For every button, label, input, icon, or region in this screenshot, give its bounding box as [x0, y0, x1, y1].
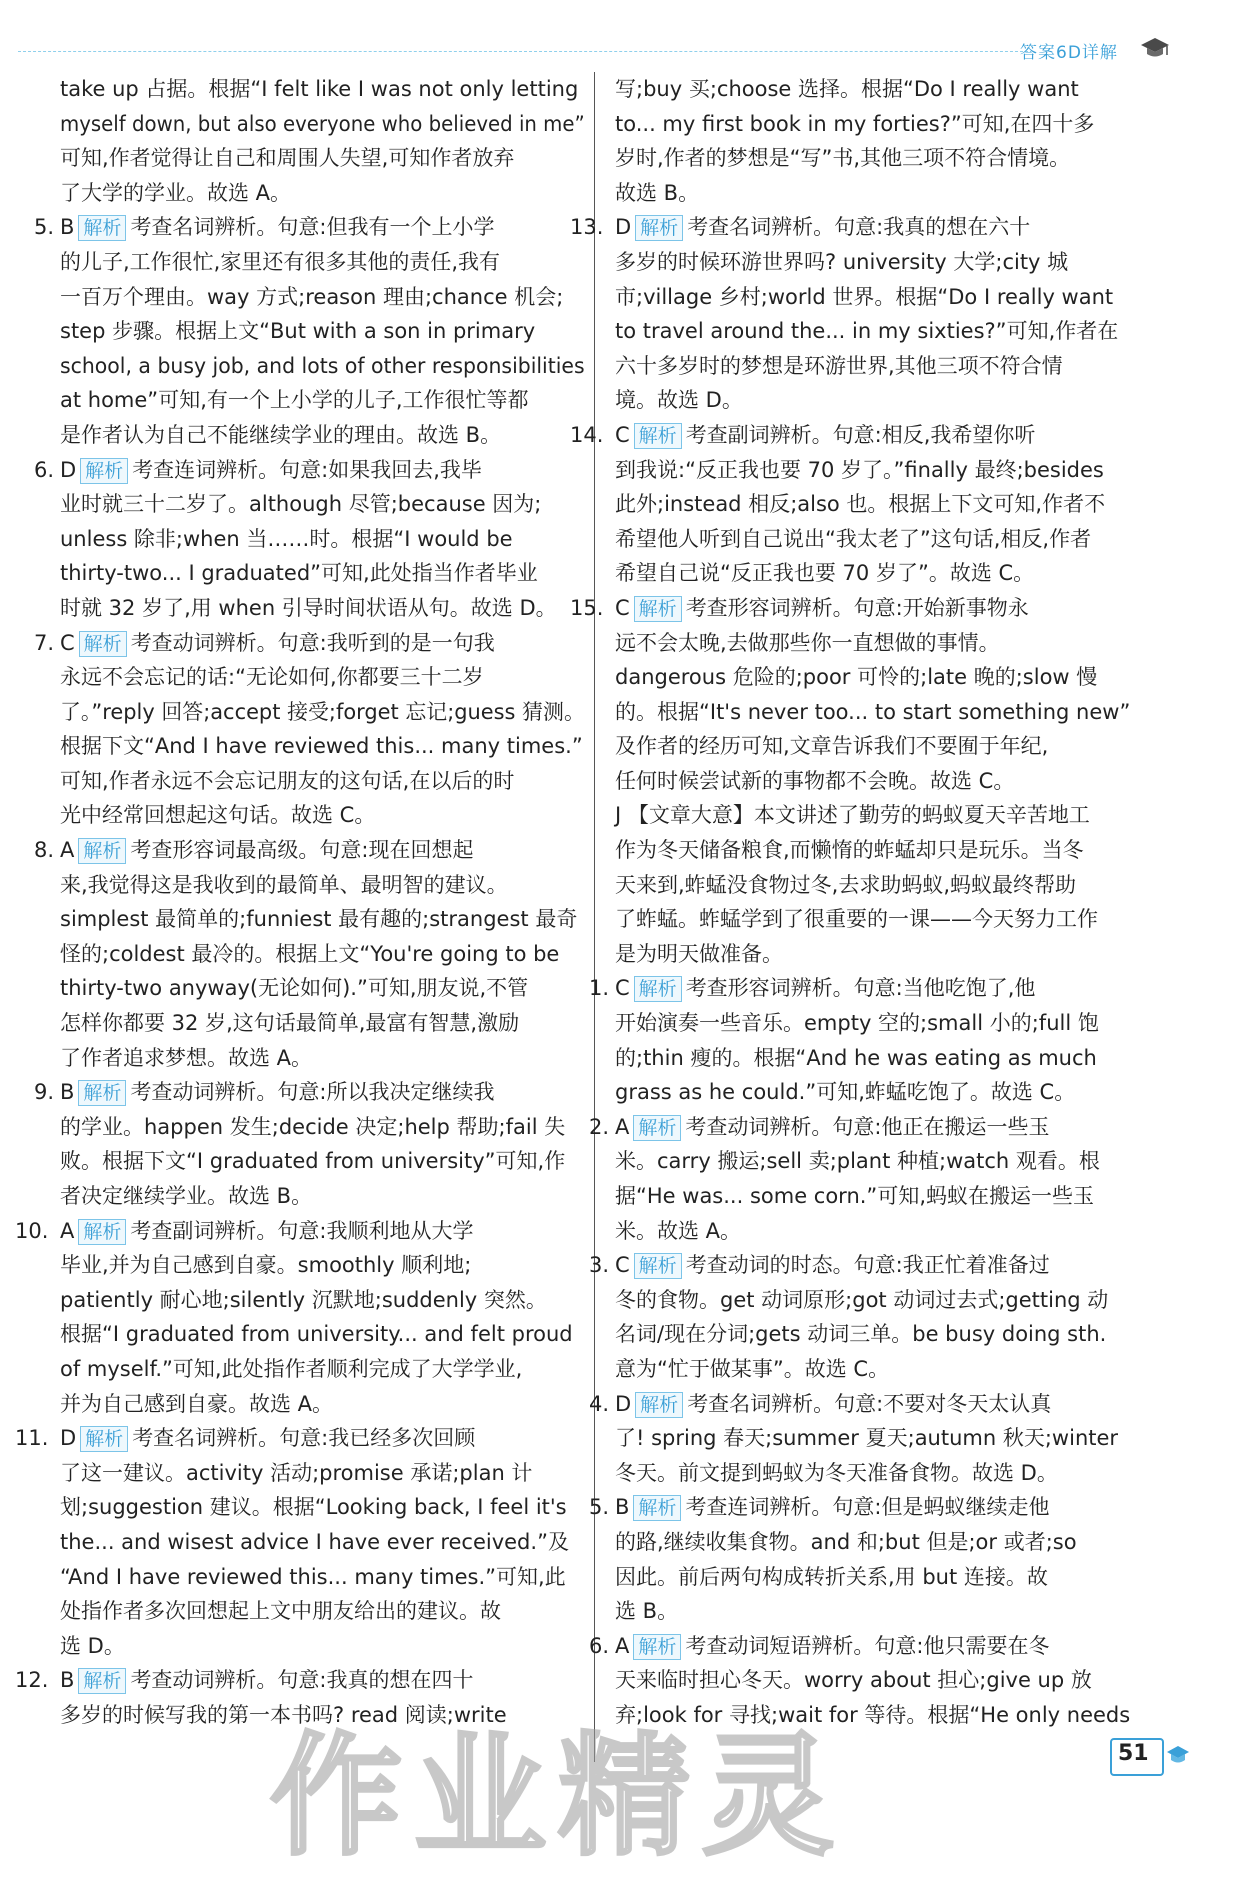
- line-text: 希望他人听到自己说出“我太老了”这句话,相反,作者: [615, 526, 1092, 551]
- line-text: 多岁的时候写我的第一本书吗? read 阅读;write: [60, 1702, 507, 1727]
- line-text: 到我说:“反正我也要 70 岁了。”finally 最终;besides: [615, 457, 1104, 482]
- line-text: 的。根据“It's never too... to start something new”: [615, 699, 1131, 724]
- text-line: [60, 383, 585, 418]
- text-line: [615, 245, 1140, 280]
- text-line: [60, 1144, 585, 1179]
- line-text: 的学业。happen 发生;decide 决定;help 帮助;fail 失: [60, 1114, 566, 1139]
- text-line: [615, 1006, 1140, 1041]
- text-line: [615, 764, 1140, 799]
- answer-item-start: [589, 971, 1140, 1006]
- right-column: [570, 72, 1140, 1733]
- line-text: 选 B。: [615, 1599, 679, 1624]
- line-text: simplest 最简单的;funniest 最有趣的;strangest 最奇: [60, 907, 578, 932]
- answer-item-start: [589, 1248, 1140, 1283]
- item-number: 6.: [34, 457, 55, 482]
- analysis-tag: 解析: [635, 215, 683, 241]
- text-line: [60, 591, 585, 626]
- line-text: 天来到,蚱蜢没食物过冬,去求助蚂蚁,蚂蚁最终帮助: [615, 872, 1077, 897]
- text-line: [60, 1456, 585, 1491]
- line-text: 冬天。前文提到蚂蚁为冬天准备食物。故选 D。: [615, 1460, 1058, 1485]
- answer-letter: A: [60, 1218, 75, 1243]
- answer-letter: A: [615, 1633, 630, 1658]
- answer-letter: C: [615, 976, 630, 1001]
- text-line: [615, 1317, 1140, 1352]
- item-number: 5.: [34, 215, 55, 240]
- graduation-cap-icon: [1166, 1744, 1190, 1766]
- line-text: 的儿子,工作很忙,家里还有很多其他的责任,我有: [60, 249, 501, 274]
- line-text: 是作者认为自己不能继续学业的理由。故选 B。: [60, 422, 502, 447]
- text-line: [60, 349, 585, 384]
- text-line: [60, 418, 585, 453]
- answer-letter: C: [615, 595, 630, 620]
- line-text: 可知,作者永远不会忘记朋友的这句话,在以后的时: [60, 768, 515, 793]
- text-line: [615, 1560, 1140, 1595]
- line-text: 考查动词辨析。句意:我听到的是一句我: [130, 630, 495, 655]
- line-text: 怎样你都要 32 岁,这句话最简单,最富有智慧,激励: [60, 1011, 520, 1036]
- text-line: [615, 1525, 1140, 1560]
- text-line: [60, 176, 585, 211]
- line-text: take up 占据。根据“I felt like I was not only letting: [60, 77, 579, 101]
- item-number: 7.: [34, 630, 55, 655]
- text-line: [615, 729, 1140, 764]
- line-text: 考查连词辨析。句意:但是蚂蚁继续走他: [685, 1495, 1050, 1520]
- answer-letter: B: [615, 1495, 630, 1520]
- text-line: [615, 1283, 1140, 1318]
- text-line: [60, 245, 585, 280]
- line-text: 作为冬天储备粮食,而懒惰的蚱蜢却只是玩乐。当冬: [615, 838, 1084, 863]
- line-text: 六十多岁时的梦想是环游世界,其他三项不符合情: [615, 353, 1063, 378]
- line-text: 可知,作者觉得让自己和周围人失望,可知作者放弃: [60, 146, 515, 171]
- line-text: 根据“I graduated from university... and felt proud: [60, 1322, 573, 1347]
- item-number: 9.: [34, 1080, 55, 1105]
- item-number: 11.: [15, 1426, 49, 1451]
- item-number: 3.: [589, 1253, 610, 1278]
- text-line: [615, 556, 1140, 591]
- text-line: [615, 1041, 1140, 1076]
- text-line: [60, 487, 585, 522]
- text-line: [60, 1110, 585, 1145]
- answer-letter: B: [60, 1668, 75, 1693]
- item-number: 1.: [589, 976, 610, 1001]
- analysis-tag: 解析: [78, 838, 126, 864]
- text-line: [60, 1629, 585, 1664]
- line-text: 了大学的学业。故选 A。: [60, 180, 292, 205]
- text-line: [60, 1248, 585, 1283]
- analysis-tag: 解析: [635, 1392, 683, 1418]
- answer-item-start: [589, 1110, 1140, 1145]
- item-number: 15.: [570, 595, 604, 620]
- text-line: [60, 695, 583, 730]
- line-text: 境。故选 D。: [615, 388, 743, 413]
- text-line: [60, 764, 585, 799]
- line-text: 者决定继续学业。故选 B。: [60, 1184, 313, 1208]
- watermark: 作业精灵: [270, 1720, 846, 1874]
- analysis-tag: 解析: [634, 596, 682, 622]
- text-line: [60, 141, 585, 176]
- line-text: the... and wisest advice I have ever received.”及: [60, 1529, 569, 1554]
- text-line: [60, 971, 585, 1006]
- line-text: 考查形容词辨析。句意:开始新事物永: [685, 595, 1029, 620]
- text-line: [615, 1352, 1140, 1387]
- line-text: patiently 耐心地;silently 沉默地;suddenly 突然。: [60, 1287, 547, 1312]
- line-text: 因此。前后两句构成转折关系,用 but 连接。故: [615, 1564, 1048, 1589]
- line-text: thirty-two anyway(无论如何).”可知,朋友说,不管: [60, 976, 529, 1001]
- text-line: [60, 1560, 585, 1595]
- text-line: [615, 1075, 1140, 1110]
- analysis-tag: 解析: [634, 1253, 682, 1279]
- line-text: 的路,继续收集食物。and 和;but 但是;or 或者;so: [615, 1529, 1077, 1554]
- item-number: 4.: [589, 1391, 610, 1416]
- answer-item-start: [34, 833, 585, 868]
- line-text: 败。根据下文“I graduated from university”可知,作: [60, 1149, 566, 1174]
- text-line: [615, 314, 1140, 349]
- line-text: 一百万个理由。way 方式;reason 理由;chance 机会;: [60, 284, 564, 309]
- line-text: 天来临时担心冬天。worry about 担心;give up 放: [615, 1668, 1092, 1693]
- line-text: 根据下文“And I have reviewed this... many times.”: [60, 734, 583, 759]
- text-line: [60, 937, 585, 972]
- line-text: 考查名词辨析。句意:我真的想在六十: [687, 215, 1031, 240]
- line-text: 来,我觉得这是我收到的最简单、最明智的建议。: [60, 872, 508, 897]
- item-number: 14.: [570, 422, 604, 447]
- line-text: 考查名词辨析。句意:但我有一个上小学: [130, 215, 495, 240]
- line-text: thirty-two... I graduated”可知,此处指当作者毕业: [60, 561, 538, 586]
- text-line: [615, 660, 1140, 695]
- line-text: 了作者追求梦想。故选 A。: [60, 1045, 313, 1070]
- answer-item-start: [34, 1075, 585, 1110]
- answer-letter: D: [60, 457, 77, 482]
- text-line: [615, 1421, 1140, 1456]
- line-text: 多岁的时候环游世界吗? university 大学;city 城: [615, 249, 1069, 274]
- analysis-tag: 解析: [634, 423, 682, 449]
- answer-letter: D: [615, 215, 632, 240]
- text-line: [615, 798, 1140, 833]
- line-text: to travel around the... in my sixties?”可知,作者在: [615, 319, 1119, 344]
- line-text: 岁时,作者的梦想是“写”书,其他三项不符合情境。: [615, 146, 1071, 171]
- line-text: school, a busy job, and lots of other responsibilities: [60, 353, 585, 378]
- answer-letter: C: [60, 630, 75, 655]
- text-line: [60, 798, 585, 833]
- text-line: [60, 314, 585, 349]
- text-line: [60, 556, 585, 591]
- line-text: 考查形容词最高级。句意:现在回想起: [130, 838, 474, 863]
- analysis-tag: 解析: [78, 1080, 126, 1106]
- left-column: [15, 72, 585, 1733]
- line-text: 考查动词辨析。句意:他正在搬运一些玉: [685, 1114, 1050, 1139]
- line-text: 了蚱蜢。蚱蜢学到了很重要的一课——今天努力工作: [615, 907, 1098, 932]
- answer-item-start: [589, 1490, 1140, 1525]
- line-text: 考查动词辨析。句意:所以我决定继续我: [130, 1080, 495, 1105]
- answer-letter: D: [615, 1391, 632, 1416]
- text-line: [60, 1041, 585, 1076]
- analysis-tag: 解析: [633, 1115, 681, 1141]
- line-text: 此外;instead 相反;also 也。根据上下文可知,作者不: [615, 492, 1106, 517]
- line-text: 任何时候尝试新的事物都不会晚。故选 C。: [615, 768, 1015, 793]
- line-text: 据“He was... some corn.”可知,蚂蚁在搬运一些玉: [615, 1184, 1094, 1208]
- line-text: 考查动词辨析。句意:我真的想在四十: [130, 1668, 474, 1693]
- line-text: 考查动词的时态。句意:我正忙着准备过: [685, 1253, 1050, 1278]
- answer-item-start: [15, 1421, 585, 1456]
- line-text: unless 除非;when 当……时。根据“I would be: [60, 526, 513, 551]
- answer-letter: C: [615, 422, 630, 447]
- text-line: [615, 141, 1140, 176]
- item-number: 2.: [589, 1114, 610, 1139]
- answer-item-start: [570, 418, 1140, 453]
- line-text: 业时就三十二岁了。although 尽管;because 因为;: [60, 492, 542, 517]
- text-line: [615, 1144, 1140, 1179]
- line-text: step 步骤。根据上文“But with a son in primary: [60, 319, 536, 344]
- text-line: [615, 1456, 1140, 1491]
- line-text: 了! spring 春天;summer 夏天;autumn 秋天;winter: [615, 1426, 1119, 1451]
- line-text: 考查副词辨析。句意:我顺利地从大学: [130, 1218, 474, 1243]
- text-line: [615, 1594, 1140, 1629]
- analysis-tag: 解析: [634, 976, 682, 1002]
- graduation-cap-icon: [1140, 36, 1170, 60]
- line-text: grass as he could.”可知,蚱蜢吃饱了。故选 C。: [615, 1080, 1076, 1105]
- text-line: [60, 902, 585, 937]
- line-text: 冬的食物。get 动词原形;got 动词过去式;getting 动: [615, 1287, 1109, 1312]
- analysis-tag: 解析: [633, 1634, 681, 1660]
- line-text: dangerous 危险的;poor 可怜的;late 晚的;slow 慢: [615, 665, 1098, 690]
- text-line: [615, 833, 1140, 868]
- line-text: 写;buy 买;choose 选择。根据“Do I really want: [615, 77, 1079, 101]
- answer-item-start: [34, 210, 585, 245]
- text-line: [60, 72, 585, 107]
- text-line: [615, 453, 1140, 488]
- header-label: 答案6D详解: [1020, 43, 1118, 63]
- answer-item-start: [570, 210, 1140, 245]
- text-line: [60, 729, 585, 764]
- text-line: [60, 1006, 585, 1041]
- line-text: 了。”reply 回答;accept 接受;forget 忘记;guess 猜测。: [60, 699, 585, 724]
- line-text: 时就 32 岁了,用 when 引导时间状语从句。故选 D。: [60, 595, 557, 620]
- answer-letter: D: [60, 1426, 77, 1451]
- text-line: [615, 695, 1140, 730]
- text-line: [60, 1490, 585, 1525]
- line-text: 米。故选 A。: [615, 1218, 742, 1243]
- text-line: [60, 1179, 585, 1214]
- line-text: 了这一建议。activity 活动;promise 承诺;plan 计: [60, 1460, 533, 1485]
- text-line: [615, 487, 1140, 522]
- answer-letter: A: [615, 1114, 630, 1139]
- line-text: to... my first book in my forties?”可知,在四十多: [615, 111, 1095, 136]
- text-line: [615, 522, 1140, 557]
- line-text: 弃;look for 寻找;wait for 等待。根据“He only needs: [615, 1702, 1131, 1727]
- text-line: [60, 280, 585, 315]
- page-number: 51: [1118, 1741, 1149, 1766]
- line-text: of myself.”可知,此处指作者顺利完成了大学学业,: [60, 1356, 523, 1381]
- text-line: [615, 1214, 1140, 1249]
- text-line: [615, 176, 1140, 211]
- line-text: 考查动词短语辨析。句意:他只需要在冬: [685, 1633, 1050, 1658]
- text-line: [615, 349, 1140, 384]
- text-line: [60, 1387, 585, 1422]
- analysis-tag: 解析: [78, 1219, 126, 1245]
- line-text: 考查名词辨析。句意:我已经多次回顾: [132, 1426, 476, 1451]
- analysis-tag: 解析: [78, 1668, 126, 1694]
- line-text: 光中经常回想起这句话。故选 C。: [60, 803, 376, 828]
- line-text: 考查副词辨析。句意:相反,我希望你听: [685, 422, 1036, 447]
- analysis-tag: 解析: [633, 1495, 681, 1521]
- text-line: [615, 868, 1140, 903]
- line-text: 永远不会忘记的话:“无论如何,你都要三十二岁: [60, 665, 484, 690]
- item-number: 8.: [34, 838, 55, 863]
- text-line: [60, 1525, 585, 1560]
- line-text: 远不会太晚,去做那些你一直想做的事情。: [615, 630, 1000, 655]
- item-number: 6.: [589, 1633, 610, 1658]
- line-text: 考查形容词辨析。句意:当他吃饱了,他: [685, 976, 1036, 1001]
- text-line: [60, 1283, 585, 1318]
- text-line: [615, 1179, 1140, 1214]
- answer-letter: B: [60, 215, 75, 240]
- analysis-tag: 解析: [79, 631, 127, 657]
- text-line: [615, 626, 1140, 661]
- header-rule: [18, 51, 1028, 52]
- text-line: [615, 280, 1140, 315]
- answer-letter: B: [60, 1080, 75, 1105]
- line-text: 故选 B。: [615, 180, 700, 205]
- item-number: 12.: [15, 1668, 49, 1693]
- analysis-tag: 解析: [80, 1426, 128, 1452]
- line-text: 怪的;coldest 最冷的。根据上文“You're going to be: [60, 941, 560, 966]
- text-line: [60, 868, 585, 903]
- line-text: J 【文章大意】本文讲述了勤劳的蚂蚁夏天辛苦地工: [615, 803, 1090, 828]
- line-text: 处指作者多次回想起上文中朋友给出的建议。故: [60, 1599, 501, 1624]
- line-text: 划;suggestion 建议。根据“Looking back, I feel it's: [60, 1495, 567, 1520]
- analysis-tag: 解析: [78, 215, 126, 241]
- line-text: 毕业,并为自己感到自豪。smoothly 顺利地;: [60, 1253, 472, 1278]
- line-text: 开始演奏一些音乐。empty 空的;small 小的;full 饱: [615, 1011, 1099, 1036]
- answer-item-start: [15, 1214, 585, 1249]
- item-number: 10.: [15, 1218, 49, 1243]
- answer-item-start: [589, 1387, 1140, 1422]
- answer-item-start: [34, 626, 585, 661]
- line-text: 选 D。: [60, 1633, 125, 1658]
- analysis-tag: 解析: [80, 458, 128, 484]
- text-line: [615, 902, 1140, 937]
- answer-item-start: [34, 453, 585, 488]
- line-text: 名词/现在分词;gets 动词三单。be busy doing sth.: [615, 1322, 1107, 1347]
- line-text: 的;thin 瘦的。根据“And he was eating as much: [615, 1045, 1097, 1070]
- line-text: 意为“忙于做某事”。故选 C。: [615, 1356, 890, 1381]
- answer-item-start: [570, 591, 1140, 626]
- line-text: at home”可知,有一个上小学的儿子,工作很忙等都: [60, 388, 529, 413]
- text-line: [60, 1352, 585, 1387]
- text-line: [60, 522, 585, 557]
- text-line: [60, 1594, 585, 1629]
- line-text: 考查名词辨析。句意:不要对冬天太认真: [687, 1391, 1052, 1416]
- line-text: 及作者的经历可知,文章告诉我们不要囿于年纪,: [615, 734, 1049, 759]
- line-text: 市;village 乡村;world 世界。根据“Do I really want: [615, 284, 1114, 309]
- text-line: [60, 107, 585, 142]
- line-text: myself down, but also everyone who believed in me”: [60, 111, 585, 136]
- item-number: 5.: [589, 1495, 610, 1520]
- line-text: 米。carry 搬运;sell 卖;plant 种植;watch 观看。根: [615, 1149, 1100, 1174]
- answer-letter: C: [615, 1253, 630, 1278]
- line-text: 是为明天做准备。: [615, 941, 783, 966]
- item-number: 13.: [570, 215, 604, 240]
- text-line: [615, 107, 1140, 142]
- answer-item-start: [589, 1629, 1140, 1664]
- line-text: 希望自己说“反正我也要 70 岁了”。故选 C。: [615, 561, 1035, 586]
- line-text: 并为自己感到自豪。故选 A。: [60, 1391, 334, 1416]
- text-line: [60, 660, 585, 695]
- text-line: [615, 937, 1140, 972]
- answer-letter: A: [60, 838, 75, 863]
- line-text: “And I have reviewed this... many times.”可知,此: [60, 1564, 566, 1589]
- text-line: [615, 383, 1140, 418]
- text-line: [60, 1317, 585, 1352]
- text-line: [615, 72, 1140, 107]
- line-text: 考查连词辨析。句意:如果我回去,我毕: [132, 457, 482, 482]
